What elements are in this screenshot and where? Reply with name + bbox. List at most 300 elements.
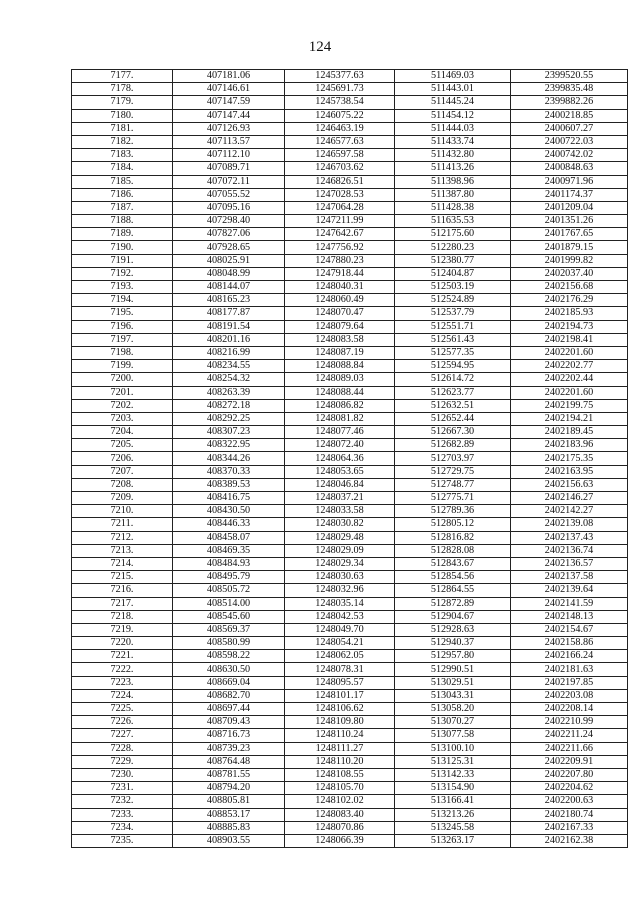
x1-cell: 408416.75 xyxy=(173,492,285,505)
y1-cell: 1248029.34 xyxy=(285,557,395,570)
x1-cell: 408048.99 xyxy=(173,267,285,280)
x2-cell: 512854.56 xyxy=(395,571,511,584)
x2-cell: 512652.44 xyxy=(395,412,511,425)
point-number-cell: 7215. xyxy=(72,571,173,584)
x1-cell: 407928.65 xyxy=(173,241,285,254)
x2-cell: 511398.96 xyxy=(395,175,511,188)
point-number-cell: 7195. xyxy=(72,307,173,320)
y2-cell: 2402211.24 xyxy=(511,729,628,742)
x1-cell: 408469.35 xyxy=(173,544,285,557)
point-number-cell: 7230. xyxy=(72,768,173,781)
y1-cell: 1248095.57 xyxy=(285,676,395,689)
y1-cell: 1248101.17 xyxy=(285,689,395,702)
point-number-cell: 7185. xyxy=(72,175,173,188)
y1-cell: 1248083.58 xyxy=(285,333,395,346)
y2-cell: 2402211.66 xyxy=(511,742,628,755)
x2-cell: 512594.95 xyxy=(395,360,511,373)
x2-cell: 512561.43 xyxy=(395,333,511,346)
table-row xyxy=(72,109,628,122)
x1-cell: 408165.23 xyxy=(173,294,285,307)
table-row xyxy=(72,782,628,795)
x1-cell: 408177.87 xyxy=(173,307,285,320)
y1-cell: 1248110.24 xyxy=(285,729,395,742)
x2-cell: 512703.97 xyxy=(395,452,511,465)
x1-cell: 408458.07 xyxy=(173,531,285,544)
point-number-cell: 7186. xyxy=(72,188,173,201)
y2-cell: 2401767.65 xyxy=(511,228,628,241)
y2-cell: 2401999.82 xyxy=(511,254,628,267)
x1-cell: 408781.55 xyxy=(173,768,285,781)
x1-cell: 407089.71 xyxy=(173,162,285,175)
y2-cell: 2402201.60 xyxy=(511,346,628,359)
table-row xyxy=(72,505,628,518)
table-row xyxy=(72,162,628,175)
point-number-cell: 7196. xyxy=(72,320,173,333)
table-row xyxy=(72,399,628,412)
table-row xyxy=(72,188,628,201)
x2-cell: 512828.08 xyxy=(395,544,511,557)
table-row xyxy=(72,637,628,650)
x2-cell: 511445.24 xyxy=(395,96,511,109)
y1-cell: 1248089.03 xyxy=(285,373,395,386)
y1-cell: 1248035.14 xyxy=(285,597,395,610)
y1-cell: 1248109.80 xyxy=(285,716,395,729)
x1-cell: 408025.91 xyxy=(173,254,285,267)
y2-cell: 2402208.14 xyxy=(511,703,628,716)
table-row xyxy=(72,742,628,755)
point-number-cell: 7235. xyxy=(72,834,173,847)
x2-cell: 511432.80 xyxy=(395,149,511,162)
table-row xyxy=(72,623,628,636)
y2-cell: 2402142.27 xyxy=(511,505,628,518)
x1-cell: 408569.37 xyxy=(173,623,285,636)
y1-cell: 1248081.82 xyxy=(285,412,395,425)
table-row xyxy=(72,795,628,808)
x2-cell: 513100.10 xyxy=(395,742,511,755)
table-row xyxy=(72,426,628,439)
point-number-cell: 7187. xyxy=(72,201,173,214)
table-row xyxy=(72,228,628,241)
x1-cell: 408446.33 xyxy=(173,518,285,531)
y2-cell: 2402141.59 xyxy=(511,597,628,610)
y1-cell: 1248086.82 xyxy=(285,399,395,412)
x2-cell: 513043.31 xyxy=(395,689,511,702)
y1-cell: 1248087.19 xyxy=(285,346,395,359)
y2-cell: 2402183.96 xyxy=(511,439,628,452)
y2-cell: 2402189.45 xyxy=(511,426,628,439)
table-row xyxy=(72,703,628,716)
point-number-cell: 7225. xyxy=(72,703,173,716)
y2-cell: 2402137.43 xyxy=(511,531,628,544)
x1-cell: 408716.73 xyxy=(173,729,285,742)
y1-cell: 1248042.53 xyxy=(285,610,395,623)
y2-cell: 2402139.08 xyxy=(511,518,628,531)
y1-cell: 1248110.20 xyxy=(285,755,395,768)
x1-cell: 408263.39 xyxy=(173,386,285,399)
x1-cell: 408234.55 xyxy=(173,360,285,373)
x2-cell: 512667.30 xyxy=(395,426,511,439)
point-number-cell: 7207. xyxy=(72,465,173,478)
table-row xyxy=(72,584,628,597)
x1-cell: 408272.18 xyxy=(173,399,285,412)
y1-cell: 1248060.49 xyxy=(285,294,395,307)
y2-cell: 2400218.85 xyxy=(511,109,628,122)
x2-cell: 513077.58 xyxy=(395,729,511,742)
x1-cell: 408709.43 xyxy=(173,716,285,729)
x2-cell: 512904.67 xyxy=(395,610,511,623)
point-number-cell: 7183. xyxy=(72,149,173,162)
table-row xyxy=(72,96,628,109)
table-row xyxy=(72,215,628,228)
point-number-cell: 7181. xyxy=(72,122,173,135)
y1-cell: 1248049.70 xyxy=(285,623,395,636)
table-row xyxy=(72,149,628,162)
x1-cell: 408144.07 xyxy=(173,281,285,294)
x2-cell: 513245.58 xyxy=(395,821,511,834)
y1-cell: 1248029.09 xyxy=(285,544,395,557)
x1-cell: 408739.23 xyxy=(173,742,285,755)
table-row xyxy=(72,808,628,821)
point-number-cell: 7223. xyxy=(72,676,173,689)
table-row xyxy=(72,716,628,729)
point-number-cell: 7218. xyxy=(72,610,173,623)
x1-cell: 408903.55 xyxy=(173,834,285,847)
table-row xyxy=(72,531,628,544)
y1-cell: 1248032.96 xyxy=(285,584,395,597)
x2-cell: 512537.79 xyxy=(395,307,511,320)
y2-cell: 2402136.74 xyxy=(511,544,628,557)
y1-cell: 1248070.47 xyxy=(285,307,395,320)
x2-cell: 511444.03 xyxy=(395,122,511,135)
point-number-cell: 7226. xyxy=(72,716,173,729)
y2-cell: 2400848.63 xyxy=(511,162,628,175)
table-row xyxy=(72,597,628,610)
x2-cell: 512380.77 xyxy=(395,254,511,267)
x2-cell: 512524.89 xyxy=(395,294,511,307)
y2-cell: 2402202.44 xyxy=(511,373,628,386)
y1-cell: 1248053.65 xyxy=(285,465,395,478)
y1-cell: 1247211.99 xyxy=(285,215,395,228)
x2-cell: 512816.82 xyxy=(395,531,511,544)
table-row xyxy=(72,320,628,333)
x2-cell: 511469.03 xyxy=(395,70,511,83)
x1-cell: 408853.17 xyxy=(173,808,285,821)
y2-cell: 2402200.63 xyxy=(511,795,628,808)
y1-cell: 1245691.73 xyxy=(285,83,395,96)
y1-cell: 1247918.44 xyxy=(285,267,395,280)
y1-cell: 1246463.19 xyxy=(285,122,395,135)
x2-cell: 513263.17 xyxy=(395,834,511,847)
x1-cell: 408505.72 xyxy=(173,584,285,597)
point-number-cell: 7184. xyxy=(72,162,173,175)
y1-cell: 1248088.84 xyxy=(285,360,395,373)
point-number-cell: 7232. xyxy=(72,795,173,808)
x1-cell: 407147.59 xyxy=(173,96,285,109)
point-number-cell: 7231. xyxy=(72,782,173,795)
point-number-cell: 7177. xyxy=(72,70,173,83)
coordinates-table-body xyxy=(72,70,628,848)
table-row xyxy=(72,373,628,386)
x2-cell: 512614.72 xyxy=(395,373,511,386)
y2-cell: 2399835.48 xyxy=(511,83,628,96)
y2-cell: 2402194.21 xyxy=(511,412,628,425)
y1-cell: 1247642.67 xyxy=(285,228,395,241)
y1-cell: 1248054.21 xyxy=(285,637,395,650)
x2-cell: 512577.35 xyxy=(395,346,511,359)
y2-cell: 2402202.77 xyxy=(511,360,628,373)
y2-cell: 2401351.26 xyxy=(511,215,628,228)
table-row xyxy=(72,333,628,346)
point-number-cell: 7194. xyxy=(72,294,173,307)
x1-cell: 407146.61 xyxy=(173,83,285,96)
point-number-cell: 7222. xyxy=(72,663,173,676)
y2-cell: 2402194.73 xyxy=(511,320,628,333)
point-number-cell: 7193. xyxy=(72,281,173,294)
x2-cell: 512404.87 xyxy=(395,267,511,280)
x2-cell: 513166.41 xyxy=(395,795,511,808)
table-row xyxy=(72,412,628,425)
table-row xyxy=(72,135,628,148)
y1-cell: 1248083.40 xyxy=(285,808,395,821)
y1-cell: 1248105.70 xyxy=(285,782,395,795)
y1-cell: 1247880.23 xyxy=(285,254,395,267)
y1-cell: 1248102.02 xyxy=(285,795,395,808)
table-row xyxy=(72,518,628,531)
point-number-cell: 7179. xyxy=(72,96,173,109)
table-row xyxy=(72,478,628,491)
y2-cell: 2402204.62 xyxy=(511,782,628,795)
point-number-cell: 7220. xyxy=(72,637,173,650)
y2-cell: 2402167.33 xyxy=(511,821,628,834)
point-number-cell: 7211. xyxy=(72,518,173,531)
y1-cell: 1248106.62 xyxy=(285,703,395,716)
x1-cell: 408484.93 xyxy=(173,557,285,570)
y2-cell: 2402139.64 xyxy=(511,584,628,597)
y1-cell: 1246703.62 xyxy=(285,162,395,175)
y1-cell: 1247028.53 xyxy=(285,188,395,201)
y1-cell: 1248064.36 xyxy=(285,452,395,465)
y1-cell: 1248046.84 xyxy=(285,478,395,491)
point-number-cell: 7228. xyxy=(72,742,173,755)
x1-cell: 408682.70 xyxy=(173,689,285,702)
table-row xyxy=(72,83,628,96)
table-row xyxy=(72,241,628,254)
x1-cell: 408598.22 xyxy=(173,650,285,663)
point-number-cell: 7191. xyxy=(72,254,173,267)
table-row xyxy=(72,70,628,83)
x1-cell: 407298.40 xyxy=(173,215,285,228)
y1-cell: 1245738.54 xyxy=(285,96,395,109)
y2-cell: 2402199.75 xyxy=(511,399,628,412)
y1-cell: 1248030.63 xyxy=(285,571,395,584)
y1-cell: 1248040.31 xyxy=(285,281,395,294)
table-row xyxy=(72,267,628,280)
table-row xyxy=(72,755,628,768)
point-number-cell: 7200. xyxy=(72,373,173,386)
coordinates-table xyxy=(71,69,628,848)
x1-cell: 408794.20 xyxy=(173,782,285,795)
x1-cell: 408580.99 xyxy=(173,637,285,650)
point-number-cell: 7210. xyxy=(72,505,173,518)
y2-cell: 2402137.58 xyxy=(511,571,628,584)
point-number-cell: 7227. xyxy=(72,729,173,742)
point-number-cell: 7221. xyxy=(72,650,173,663)
table-row xyxy=(72,346,628,359)
table-row xyxy=(72,821,628,834)
y2-cell: 2402203.08 xyxy=(511,689,628,702)
table-row xyxy=(72,650,628,663)
y1-cell: 1248111.27 xyxy=(285,742,395,755)
x1-cell: 407072.11 xyxy=(173,175,285,188)
point-number-cell: 7203. xyxy=(72,412,173,425)
x2-cell: 512775.71 xyxy=(395,492,511,505)
y2-cell: 2402163.95 xyxy=(511,465,628,478)
x2-cell: 512748.77 xyxy=(395,478,511,491)
y2-cell: 2402154.67 xyxy=(511,623,628,636)
x2-cell: 512632.51 xyxy=(395,399,511,412)
point-number-cell: 7204. xyxy=(72,426,173,439)
table-row xyxy=(72,610,628,623)
x1-cell: 408370.33 xyxy=(173,465,285,478)
x1-cell: 408216.99 xyxy=(173,346,285,359)
table-row xyxy=(72,768,628,781)
x2-cell: 511635.53 xyxy=(395,215,511,228)
x2-cell: 512729.75 xyxy=(395,465,511,478)
y2-cell: 2402180.74 xyxy=(511,808,628,821)
x2-cell: 511413.26 xyxy=(395,162,511,175)
y2-cell: 2402136.57 xyxy=(511,557,628,570)
y1-cell: 1248029.48 xyxy=(285,531,395,544)
x2-cell: 512280.23 xyxy=(395,241,511,254)
y2-cell: 2401879.15 xyxy=(511,241,628,254)
point-number-cell: 7214. xyxy=(72,557,173,570)
y2-cell: 2402185.93 xyxy=(511,307,628,320)
point-number-cell: 7219. xyxy=(72,623,173,636)
table-row xyxy=(72,465,628,478)
y1-cell: 1247064.28 xyxy=(285,201,395,214)
x1-cell: 407827.06 xyxy=(173,228,285,241)
y2-cell: 2402207.80 xyxy=(511,768,628,781)
point-number-cell: 7217. xyxy=(72,597,173,610)
y2-cell: 2402210.99 xyxy=(511,716,628,729)
table-row xyxy=(72,175,628,188)
point-number-cell: 7206. xyxy=(72,452,173,465)
y2-cell: 2400742.02 xyxy=(511,149,628,162)
y2-cell: 2400722.03 xyxy=(511,135,628,148)
y2-cell: 2402156.63 xyxy=(511,478,628,491)
y2-cell: 2401209.04 xyxy=(511,201,628,214)
point-number-cell: 7212. xyxy=(72,531,173,544)
point-number-cell: 7201. xyxy=(72,386,173,399)
x2-cell: 511454.12 xyxy=(395,109,511,122)
x2-cell: 512682.89 xyxy=(395,439,511,452)
y1-cell: 1248033.58 xyxy=(285,505,395,518)
y2-cell: 2402146.27 xyxy=(511,492,628,505)
table-row xyxy=(72,254,628,267)
y2-cell: 2402209.91 xyxy=(511,755,628,768)
point-number-cell: 7190. xyxy=(72,241,173,254)
x1-cell: 408430.50 xyxy=(173,505,285,518)
y1-cell: 1248037.21 xyxy=(285,492,395,505)
y2-cell: 2402181.63 xyxy=(511,663,628,676)
y1-cell: 1246597.58 xyxy=(285,149,395,162)
x2-cell: 513058.20 xyxy=(395,703,511,716)
y1-cell: 1248062.05 xyxy=(285,650,395,663)
x2-cell: 512872.89 xyxy=(395,597,511,610)
point-number-cell: 7180. xyxy=(72,109,173,122)
point-number-cell: 7216. xyxy=(72,584,173,597)
x2-cell: 512551.71 xyxy=(395,320,511,333)
point-number-cell: 7208. xyxy=(72,478,173,491)
x2-cell: 513029.51 xyxy=(395,676,511,689)
y1-cell: 1248078.31 xyxy=(285,663,395,676)
y1-cell: 1248070.86 xyxy=(285,821,395,834)
y2-cell: 2402037.40 xyxy=(511,267,628,280)
x1-cell: 408254.32 xyxy=(173,373,285,386)
point-number-cell: 7224. xyxy=(72,689,173,702)
page-number: 124 xyxy=(308,39,332,55)
x1-cell: 408191.54 xyxy=(173,320,285,333)
x1-cell: 407113.57 xyxy=(173,135,285,148)
point-number-cell: 7198. xyxy=(72,346,173,359)
y2-cell: 2402198.41 xyxy=(511,333,628,346)
x2-cell: 512990.51 xyxy=(395,663,511,676)
x1-cell: 408292.25 xyxy=(173,412,285,425)
y2-cell: 2402156.68 xyxy=(511,281,628,294)
table-row xyxy=(72,834,628,847)
y2-cell: 2402201.60 xyxy=(511,386,628,399)
y2-cell: 2402158.86 xyxy=(511,637,628,650)
x1-cell: 407095.16 xyxy=(173,201,285,214)
x1-cell: 408885.83 xyxy=(173,821,285,834)
x1-cell: 408697.44 xyxy=(173,703,285,716)
y2-cell: 2402176.29 xyxy=(511,294,628,307)
point-number-cell: 7233. xyxy=(72,808,173,821)
y1-cell: 1248077.46 xyxy=(285,426,395,439)
x2-cell: 512864.55 xyxy=(395,584,511,597)
x1-cell: 408322.95 xyxy=(173,439,285,452)
x2-cell: 511387.80 xyxy=(395,188,511,201)
table-row xyxy=(72,281,628,294)
x1-cell: 408307.23 xyxy=(173,426,285,439)
x1-cell: 408805.81 xyxy=(173,795,285,808)
point-number-cell: 7199. xyxy=(72,360,173,373)
x1-cell: 408764.48 xyxy=(173,755,285,768)
table-row xyxy=(72,729,628,742)
x2-cell: 512805.12 xyxy=(395,518,511,531)
point-number-cell: 7209. xyxy=(72,492,173,505)
y1-cell: 1245377.63 xyxy=(285,70,395,83)
x1-cell: 408630.50 xyxy=(173,663,285,676)
table-row xyxy=(72,122,628,135)
x1-cell: 408201.16 xyxy=(173,333,285,346)
y1-cell: 1248072.40 xyxy=(285,439,395,452)
point-number-cell: 7202. xyxy=(72,399,173,412)
point-number-cell: 7188. xyxy=(72,215,173,228)
table-row xyxy=(72,557,628,570)
x2-cell: 512843.67 xyxy=(395,557,511,570)
point-number-cell: 7234. xyxy=(72,821,173,834)
point-number-cell: 7192. xyxy=(72,267,173,280)
table-row xyxy=(72,492,628,505)
x2-cell: 513154.90 xyxy=(395,782,511,795)
x1-cell: 408344.26 xyxy=(173,452,285,465)
x2-cell: 513142.33 xyxy=(395,768,511,781)
x1-cell: 408545.60 xyxy=(173,610,285,623)
x1-cell: 408495.79 xyxy=(173,571,285,584)
x2-cell: 512789.36 xyxy=(395,505,511,518)
y2-cell: 2400607.27 xyxy=(511,122,628,135)
